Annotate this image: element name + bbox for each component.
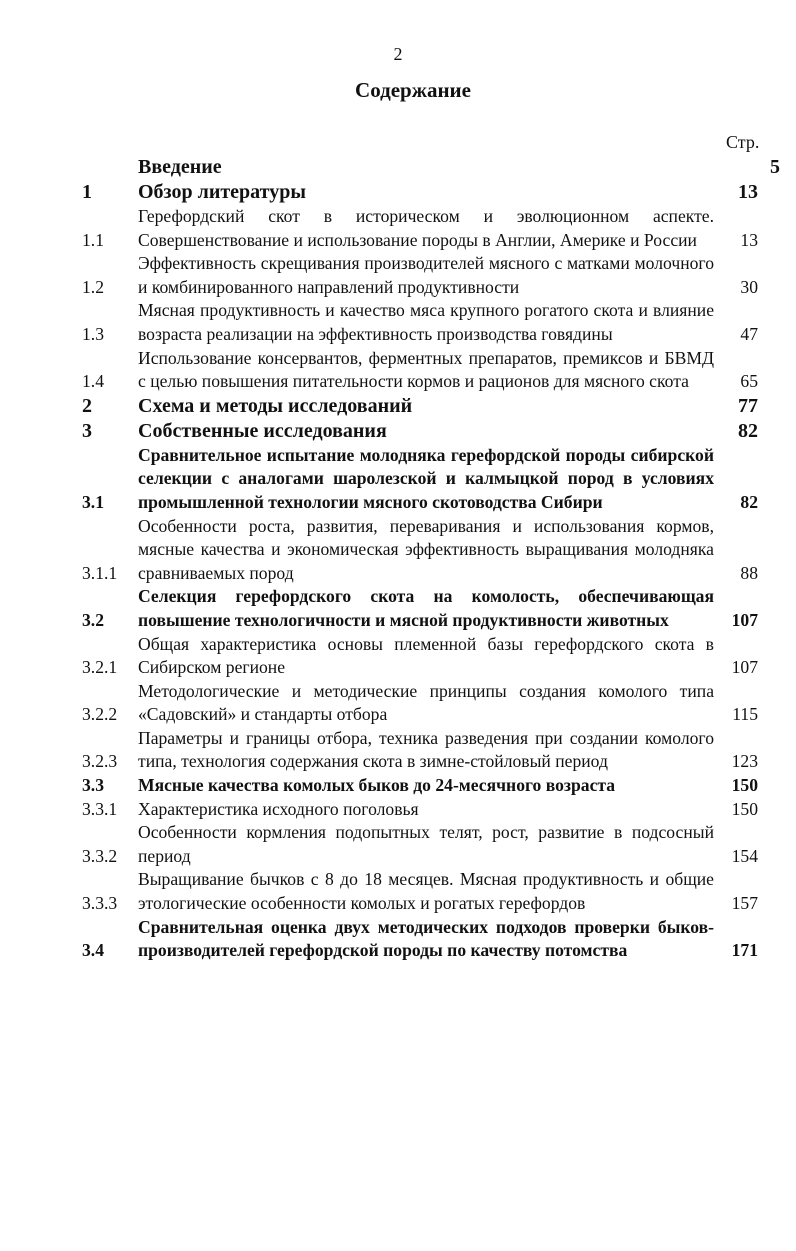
toc-entry <box>82 798 762 822</box>
toc-number: 3 <box>82 419 92 442</box>
toc-number: 3.4 <box>82 940 104 961</box>
toc-entry <box>82 299 762 346</box>
page-column-header: Стр. <box>726 132 760 152</box>
toc-entry <box>82 347 762 394</box>
toc-title: Селекция герефордского скота на комолость, обеспечивающая повышение технологичности и мясной продуктивности животных <box>138 586 714 630</box>
toc-number: 3.3.2 <box>82 845 118 866</box>
toc-number: 2 <box>82 394 92 417</box>
toc-entry <box>82 180 762 205</box>
toc-page: 82 <box>740 491 758 512</box>
toc-number: 3.2.1 <box>82 657 118 678</box>
toc-title: Особенности роста, развития, переваривания и использования кормов, мясные качества и экономическая эффективность выращивания молодняка сравниваемых пород <box>138 515 714 583</box>
toc-number: 1 <box>82 181 92 203</box>
toc-entry <box>82 419 762 444</box>
toc-page: 88 <box>740 562 758 583</box>
toc-entry <box>82 916 762 963</box>
toc-page: 157 <box>731 893 758 914</box>
toc-page: 123 <box>731 751 758 772</box>
toc-number: 1.2 <box>82 276 104 297</box>
toc-number: 1.3 <box>82 323 104 344</box>
toc-page: 82 <box>738 419 758 442</box>
toc-entry <box>82 444 762 515</box>
toc-number: 3.3.3 <box>82 893 118 914</box>
toc-title: Общая характеристика основы племенной базы герефордского скота в Сибирском регионе <box>138 633 714 678</box>
toc-page: 65 <box>740 371 758 392</box>
toc-title: Мясные качества комолых быков до 24-месячного возраста <box>138 775 616 796</box>
toc-entry <box>82 155 780 180</box>
toc-page: 107 <box>731 657 758 678</box>
toc-entry <box>82 680 762 727</box>
toc-entry <box>82 774 762 798</box>
toc-page: 30 <box>740 276 758 297</box>
toc-title: Методологические и методические принципы создания комолого типа «Садовский» и стандарты отбора <box>138 680 714 725</box>
toc-page: 107 <box>731 609 758 630</box>
toc-page: 150 <box>731 798 758 819</box>
toc-page: 115 <box>732 704 758 725</box>
toc-page: 13 <box>738 181 758 203</box>
table-of-contents <box>82 155 780 963</box>
toc-entry <box>82 205 762 252</box>
page-number: 2 <box>393 44 403 64</box>
toc-number: 3.1 <box>82 491 104 512</box>
toc-entry <box>82 585 762 632</box>
toc-page: 171 <box>731 940 758 961</box>
toc-title: Сравнительное испытание молодняка герефордской породы сибирской селекции с аналогами шаролезской и калмыцкой пород в условиях промышленной технологии мясного скотоводства Сибири <box>138 444 714 512</box>
toc-entry <box>82 868 762 915</box>
toc-entry <box>82 821 762 868</box>
toc-title: Характеристика исходного поголовья <box>138 798 419 819</box>
toc-page: 150 <box>731 775 758 796</box>
toc-title: Параметры и границы отбора, техника разведения при создании комолого типа, технология содержания скота в зимне-стойловый период <box>138 727 714 772</box>
page-title: Содержание <box>355 78 471 102</box>
toc-number: 3.3 <box>82 775 104 796</box>
toc-entry <box>82 727 762 774</box>
toc-title: Собственные исследования <box>138 419 387 442</box>
toc-entry <box>82 515 762 586</box>
toc-title: Выращивание бычков с 8 до 18 месяцев. Мясная продуктивность и общие этологические особенности комолых и рогатых герефордов <box>138 869 714 914</box>
toc-entry <box>82 394 762 419</box>
toc-title: Введение <box>138 156 222 178</box>
toc-page: 154 <box>731 845 758 866</box>
toc-page: 5 <box>770 156 780 178</box>
toc-page: 77 <box>738 394 758 417</box>
toc-number: 3.2.2 <box>82 704 118 725</box>
toc-page: 13 <box>740 229 758 250</box>
toc-number: 1.4 <box>82 371 104 392</box>
toc-title: Сравнительная оценка двух методических подходов проверки быков-производителей герефордской породы по качеству потомства <box>138 916 714 961</box>
toc-number: 3.2.3 <box>82 751 118 772</box>
toc-title: Обзор литературы <box>138 181 306 203</box>
toc-page: 47 <box>740 323 758 344</box>
toc-number: 3.3.1 <box>82 798 118 819</box>
toc-title: Герефордский скот в историческом и эволюционном аспекте. Совершенствование и использование породы в Англии, Америке и России <box>138 206 714 250</box>
toc-entry <box>82 633 762 680</box>
toc-title: Использование консервантов, ферментных препаратов, премиксов и БВМД с целью повышения питательности кормов и рационов для мясного скота <box>138 347 714 392</box>
toc-number: 3.1.1 <box>82 562 118 583</box>
toc-title: Особенности кормления подопытных телят, рост, развитие в подсосный период <box>138 822 714 866</box>
toc-title: Эффективность скрещивания производителей мясного с матками молочного и комбинированного направлений продуктивности <box>138 253 714 297</box>
toc-title: Мясная продуктивность и качество мяса крупного рогатого скота и влияние возраста реализации на эффективность производства говядины <box>138 300 714 344</box>
toc-number: 1.1 <box>82 229 104 250</box>
toc-title: Схема и методы исследований <box>138 394 413 417</box>
toc-number: 3.2 <box>82 609 104 630</box>
toc-entry <box>82 252 762 299</box>
